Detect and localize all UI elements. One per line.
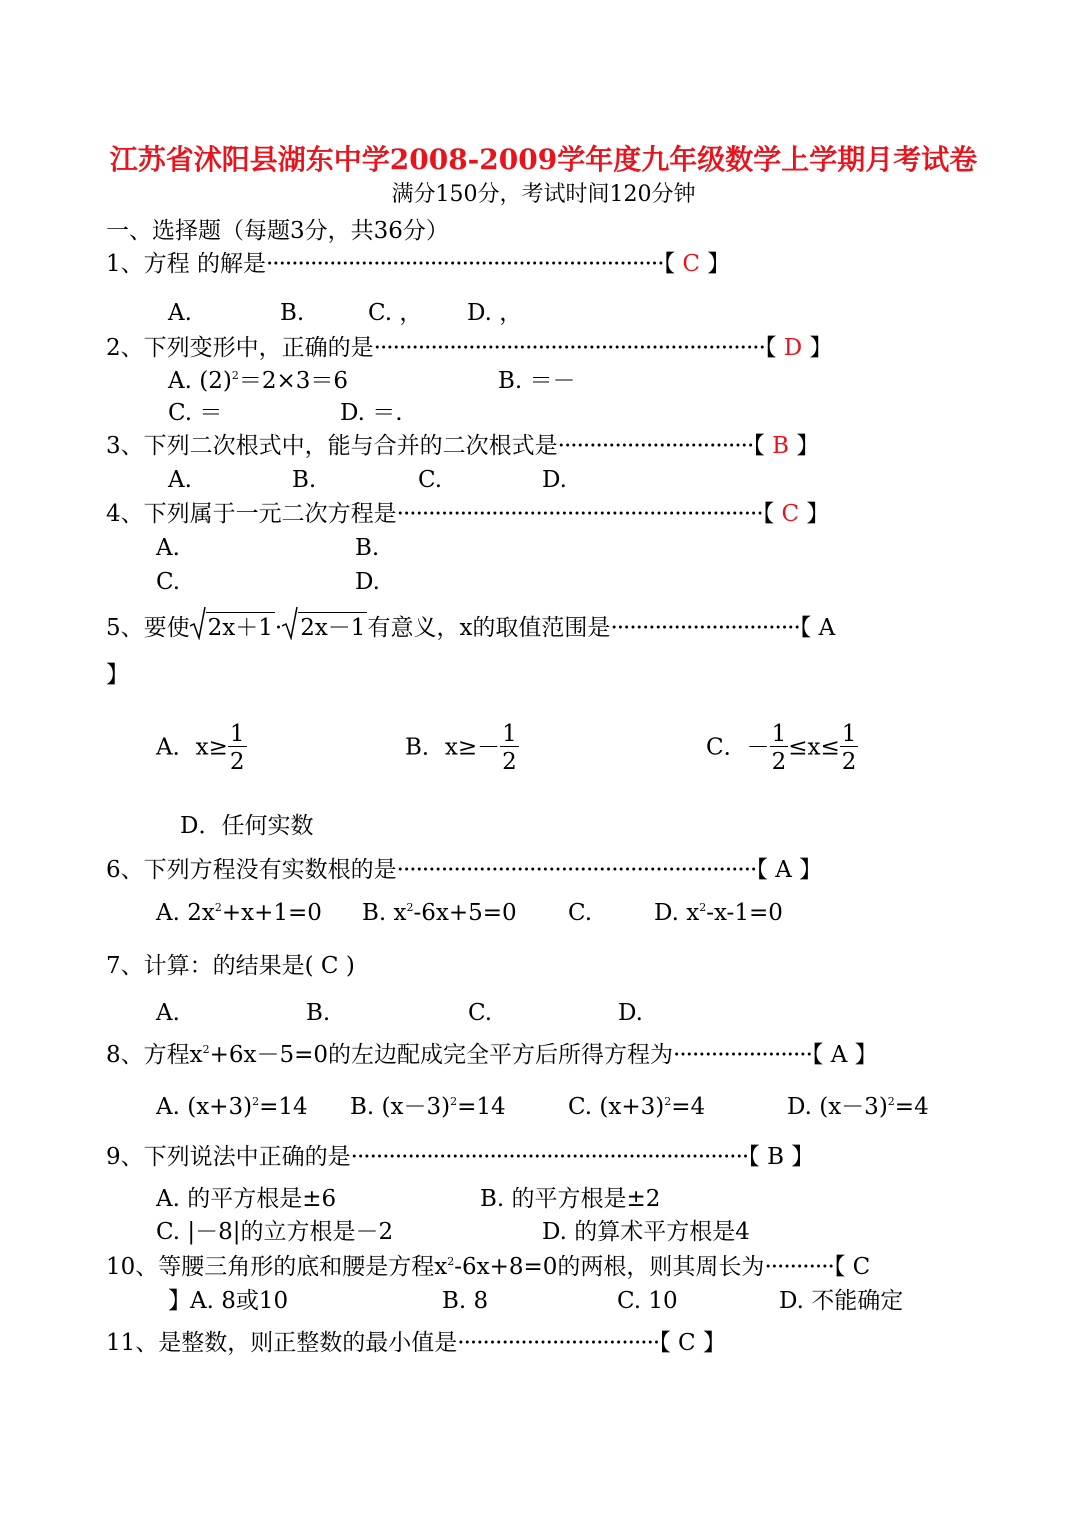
answer-bracket-left: 【 xyxy=(764,335,777,361)
question-stem: 6、下列方程没有实数根的是 xyxy=(106,857,397,883)
exponent: 2 xyxy=(214,901,222,914)
answer-bracket-right: 】 xyxy=(791,1144,815,1170)
answer-bracket-left: 【 xyxy=(753,433,765,459)
answer: A xyxy=(830,1042,848,1068)
answer: C xyxy=(852,1254,871,1280)
question-stem: 7、计算：的结果是( xyxy=(106,953,314,979)
answer-paren-close: ) xyxy=(345,953,355,979)
exponent: 2 xyxy=(231,369,239,382)
option-d: D. 不能确定 xyxy=(779,1288,904,1314)
radical-1 xyxy=(190,612,275,640)
question-11 xyxy=(106,1332,726,1355)
denominator: 2 xyxy=(841,749,857,775)
option-d: D. xyxy=(355,569,380,595)
option-c-text: C．－ xyxy=(706,734,770,761)
option-d: D. 的算术平方根是4 xyxy=(542,1219,750,1245)
option-d-text: D. (x－3) xyxy=(787,1094,888,1120)
exponent: 2 xyxy=(699,901,707,914)
option-a: A. xyxy=(168,467,192,493)
option-b: B. 的平方根是±2 xyxy=(480,1186,661,1212)
answer-bracket-right: 】 xyxy=(809,335,833,361)
leader-dots: ······················ xyxy=(673,1042,812,1068)
radical-2 xyxy=(282,612,367,640)
leader-dots: ······························································ xyxy=(373,335,765,361)
numerator: 1 xyxy=(229,721,245,747)
radicand: 2x－1 xyxy=(298,612,367,640)
fraction xyxy=(500,723,519,774)
option-b-rest: =14 xyxy=(457,1094,506,1120)
answer-bracket-right: 】 xyxy=(702,1330,726,1356)
option-d: D. xyxy=(542,467,567,493)
option-c-rest: =4 xyxy=(671,1094,706,1120)
multiply-dot: · xyxy=(274,615,283,641)
answer-bracket-right: 】 xyxy=(106,662,129,688)
fraction xyxy=(228,723,247,774)
option-a xyxy=(156,1096,308,1119)
option-c: C. 10 xyxy=(617,1288,678,1314)
option-a-rest: +x+1=0 xyxy=(221,900,322,926)
exponent: 2 xyxy=(450,1095,458,1108)
answer-bracket-left: 【 xyxy=(756,857,768,883)
option-d: D. ， xyxy=(467,300,523,326)
option-c: C. ， xyxy=(368,300,423,326)
leader-dots: ······························································· xyxy=(350,1144,749,1170)
option-b: B. ＝－ xyxy=(498,368,576,394)
page-subtitle: 满分150分，考试时间120分钟 xyxy=(391,182,696,207)
option-b: B. xyxy=(306,1000,331,1026)
option-b-text: B. x xyxy=(362,900,407,926)
denominator: 2 xyxy=(229,749,245,775)
exponent: 2 xyxy=(664,1095,672,1108)
option-d-text: D. x xyxy=(654,900,700,926)
exponent: 2 xyxy=(887,1095,895,1108)
answer-bracket-right: 】 xyxy=(806,501,830,527)
radical-sign-icon xyxy=(282,606,298,640)
exponent: 2 xyxy=(447,1255,455,1268)
question-stem-pre: 5、要使 xyxy=(106,615,190,641)
option-a-text: A. (2) xyxy=(168,368,232,394)
question-5 xyxy=(106,612,835,640)
option-a-text: A．x≥ xyxy=(156,734,228,761)
option-a: A. xyxy=(156,535,180,561)
question-6 xyxy=(106,859,822,882)
answer: A xyxy=(818,615,836,641)
option-b: B. xyxy=(280,300,305,326)
answer: D xyxy=(783,335,803,361)
denominator: 2 xyxy=(771,749,787,775)
numerator: 1 xyxy=(841,721,857,747)
answer-bracket-left: 【 xyxy=(799,615,812,641)
option-c: C. |－8|的立方根是－2 xyxy=(156,1219,394,1245)
question-stem: 11、是整数，则正整数的最小值是 xyxy=(106,1330,458,1356)
question-stem: 2、下列变形中，正确的是 xyxy=(106,335,374,361)
question-7 xyxy=(106,955,355,978)
option-a xyxy=(156,902,322,925)
leader-dots: ······························· xyxy=(557,433,754,459)
option-b-text: B．x≥－ xyxy=(405,734,501,761)
leader-dots: ·························································· xyxy=(396,501,763,527)
question-8 xyxy=(106,1044,878,1067)
answer: C xyxy=(678,1330,696,1356)
page-title: 江苏省沭阳县湖东中学2008-2009学年度九年级数学上学期月考试卷 xyxy=(109,143,978,176)
exponent: 2 xyxy=(406,901,414,914)
answer-bracket-left: 【 xyxy=(663,251,676,277)
option-a: A. xyxy=(168,300,192,326)
option-c xyxy=(568,1096,705,1119)
question-stem: 1、方程 的解是 xyxy=(106,251,266,277)
option-d-rest: -x-1=0 xyxy=(706,900,783,926)
answer: B xyxy=(772,433,790,459)
option-c: C. xyxy=(468,1000,493,1026)
option-a: A. 的平方根是±6 xyxy=(156,1186,337,1212)
option-d: D. xyxy=(618,1000,643,1026)
answer-bracket-left: 【 xyxy=(762,501,775,527)
question-stem: 3、下列二次根式中，能与合并的二次根式是 xyxy=(106,433,558,459)
inequality: ≤x≤ xyxy=(788,734,840,761)
option-a xyxy=(168,370,348,393)
numerator: 1 xyxy=(771,721,787,747)
option-a-rest: ＝2×3＝6 xyxy=(238,368,348,394)
option-c: C. xyxy=(156,569,181,595)
question-10 xyxy=(106,1256,870,1279)
option-c: C. xyxy=(418,467,443,493)
option-c-text: C. (x+3) xyxy=(568,1094,665,1120)
answer-bracket-left: 【 xyxy=(833,1254,846,1280)
option-b-rest: -6x+5=0 xyxy=(413,900,517,926)
option-a xyxy=(156,723,247,774)
radical-sign-icon xyxy=(190,606,206,640)
question-1 xyxy=(106,253,730,276)
answer-bracket-left: 【 xyxy=(659,1330,671,1356)
option-d xyxy=(654,902,783,925)
answer: B xyxy=(767,1144,784,1170)
answer-bracket-left: 【 xyxy=(748,1144,760,1170)
option-b: B. 8 xyxy=(442,1288,489,1314)
option-a: A. xyxy=(156,1000,180,1026)
question-2 xyxy=(106,337,833,360)
option-d xyxy=(787,1096,929,1119)
question-3 xyxy=(106,435,819,458)
answer: C xyxy=(320,953,339,979)
exponent: 2 xyxy=(202,1043,210,1056)
fraction xyxy=(840,723,859,774)
answer-bracket-left: 【 xyxy=(811,1042,824,1068)
question-9 xyxy=(106,1146,814,1169)
option-b-text: B. (x－3) xyxy=(350,1094,451,1120)
answer-bracket-right: 】 xyxy=(854,1042,878,1068)
option-c: C. ＝ xyxy=(168,400,223,426)
option-a-text: A. 2x xyxy=(156,900,215,926)
option-b: B. xyxy=(355,535,380,561)
option-b xyxy=(362,902,517,925)
question-stem: 4、下列属于一元二次方程是 xyxy=(106,501,397,527)
answer-bracket-right: 】 xyxy=(796,433,820,459)
leader-dots: ································ xyxy=(457,1330,660,1356)
leader-dots: ························································· xyxy=(396,857,757,883)
option-b xyxy=(405,723,519,774)
answer: C xyxy=(781,501,800,527)
question-stem-rest: +6x－5=0的左边配成完全平方后所得方程为 xyxy=(209,1042,674,1068)
answer-bracket-right: 】 xyxy=(707,251,731,277)
exponent: 2 xyxy=(252,1095,260,1108)
question-stem: 8、方程x xyxy=(106,1042,203,1068)
option-b: B. xyxy=(292,467,317,493)
numerator: 1 xyxy=(502,721,517,747)
option-d: D. ＝. xyxy=(340,400,403,426)
fraction xyxy=(770,723,789,774)
option-d: D．任何实数 xyxy=(180,813,314,839)
answer-bracket-right: 】 xyxy=(168,1288,191,1314)
answer: C xyxy=(682,251,700,277)
leader-dots: ······························································· xyxy=(265,251,664,277)
radicand: 2x＋1 xyxy=(206,612,275,640)
answer: A xyxy=(775,857,792,883)
option-c: C. xyxy=(568,900,593,926)
question-stem: 10、等腰三角形的底和腰是方程x xyxy=(106,1254,448,1280)
question-stem: 9、下列说法中正确的是 xyxy=(106,1144,351,1170)
option-b xyxy=(350,1096,506,1119)
option-a: A. 8或10 xyxy=(190,1288,289,1314)
option-a-text: A. (x+3) xyxy=(156,1094,253,1120)
option-c xyxy=(706,723,858,774)
answer-bracket-right: 】 xyxy=(799,857,823,883)
leader-dots: ··········· xyxy=(764,1254,834,1280)
option-a-rest: =14 xyxy=(259,1094,308,1120)
question-stem-post: 有意义，x的取值范围是 xyxy=(367,615,611,641)
question-stem-rest: -6x+8=0的两根，则其周长为 xyxy=(454,1254,765,1280)
section-heading: 一、选择题（每题3分，共36分） xyxy=(106,218,449,244)
option-d-rest: =4 xyxy=(894,1094,929,1120)
question-4 xyxy=(106,503,829,526)
leader-dots: ······························ xyxy=(610,615,800,641)
denominator: 2 xyxy=(502,749,517,775)
